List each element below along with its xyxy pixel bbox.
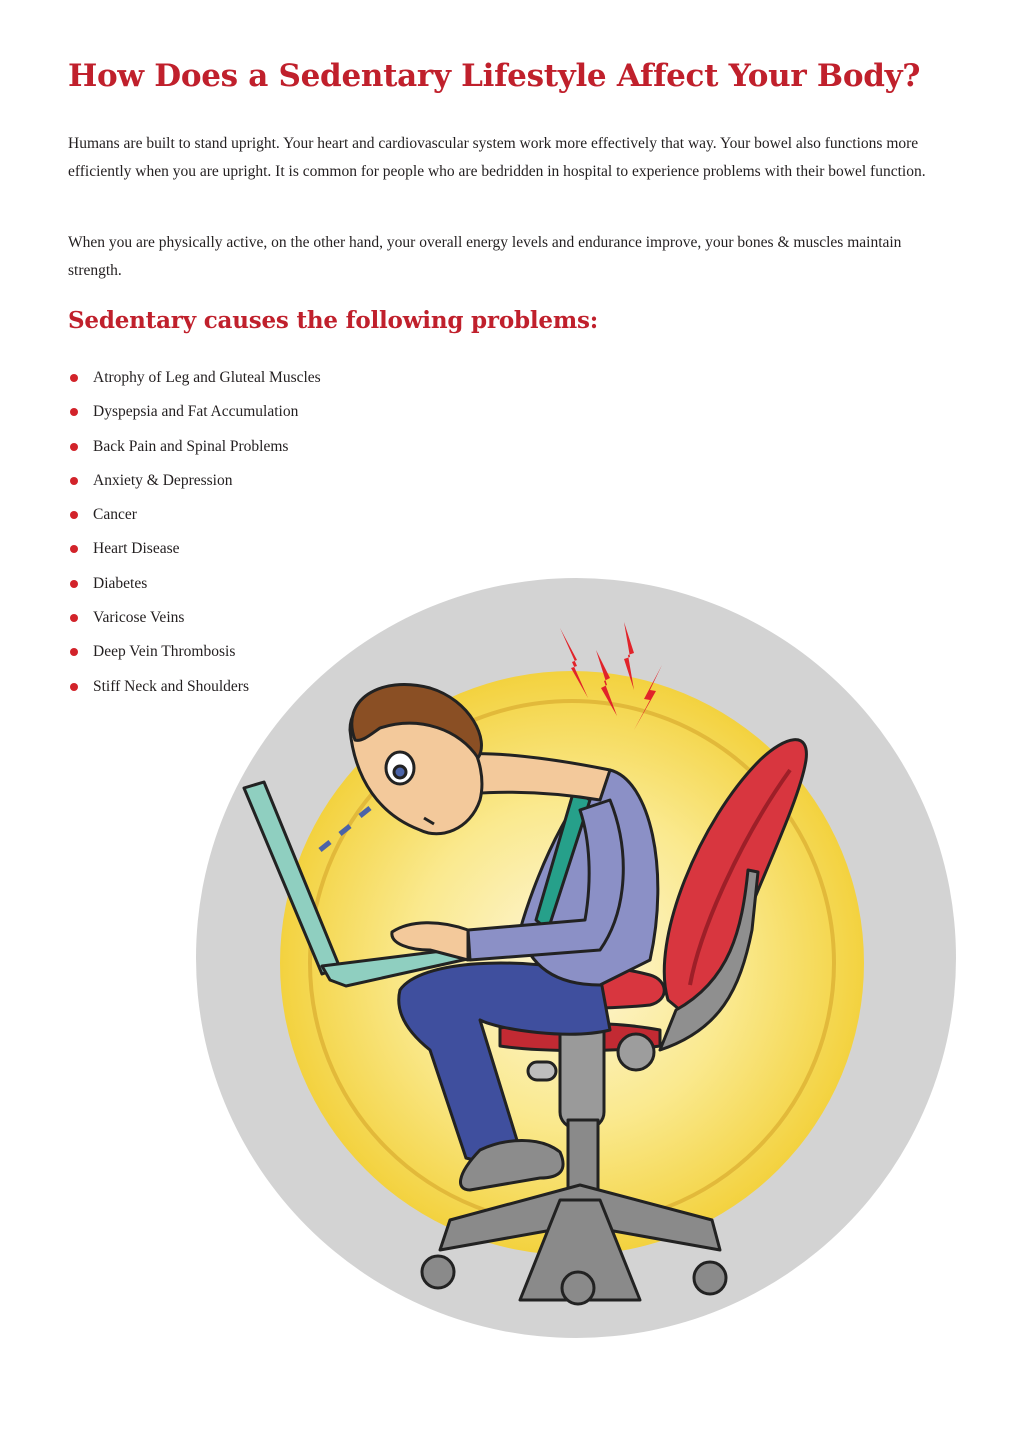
bullet-icon: [70, 511, 78, 519]
list-item: [68, 364, 321, 398]
list-item-label: Deep Vein Thrombosis: [93, 643, 236, 661]
list-item-label: Dyspepsia and Fat Accumulation: [93, 403, 299, 421]
list-item-label: Heart Disease: [93, 540, 180, 558]
bullet-icon: [70, 683, 78, 691]
bullet-icon: [70, 580, 78, 588]
list-item: [68, 638, 321, 672]
bullet-icon: [70, 408, 78, 416]
list-item-label: Anxiety & Depression: [93, 471, 233, 489]
list-item-label: Diabetes: [93, 574, 148, 592]
list-item: [68, 398, 321, 432]
list-item-label: Cancer: [93, 506, 137, 524]
list-item: [68, 535, 321, 569]
list-item: [68, 501, 321, 535]
bullet-icon: [70, 614, 78, 622]
list-item: [68, 433, 321, 467]
list-item: [68, 604, 321, 638]
list-item-label: Varicose Veins: [93, 609, 185, 627]
bullet-icon: [70, 477, 78, 485]
list-item-label: Stiff Neck and Shoulders: [93, 677, 249, 695]
activity-paragraph: When you are physically active, on the other hand, your overall energy levels and endurance improve, your bones & muscles maintain strength.: [68, 234, 902, 279]
list-item: [68, 467, 321, 501]
list-item-label: Back Pain and Spinal Problems: [93, 437, 289, 455]
bullet-icon: [70, 374, 78, 382]
list-item-label: Atrophy of Leg and Gluteal Muscles: [93, 369, 321, 386]
bullet-icon: [70, 648, 78, 656]
bullet-icon: [70, 443, 78, 451]
list-item: [68, 673, 321, 707]
list-item: [68, 570, 321, 604]
problems-heading: Sedentary causes the following problems:: [68, 307, 599, 334]
bullet-icon: [70, 545, 78, 553]
problems-list: [68, 364, 321, 707]
page-title: How Does a Sedentary Lifestyle Affect Your Body?: [68, 58, 921, 94]
intro-paragraph: Humans are built to stand upright. Your heart and cardiovascular system work more effectively that way. Your bowel also functions more efficiently when you are upright. It is common for people who are bedridden in hospital to experience problems with their bowel function.: [68, 135, 926, 180]
